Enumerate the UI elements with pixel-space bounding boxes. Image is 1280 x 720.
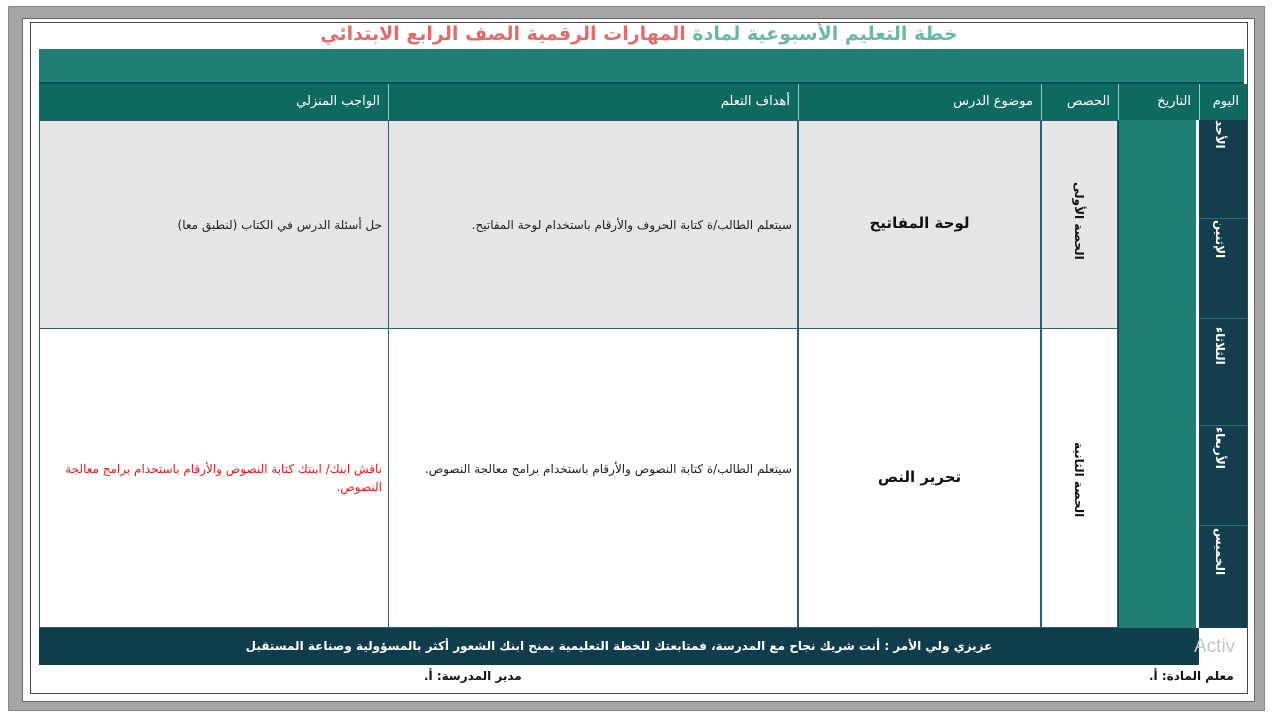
row1-objective: سيتعلم الطالب/ة كتابة الحروف والأرقام باستخدام لوحة المفاتيح.	[471, 218, 792, 232]
day-tuesday	[1199, 327, 1247, 426]
day-column	[1199, 120, 1247, 628]
day-label: الأحد	[1213, 120, 1227, 149]
header-date: التاريخ	[1118, 84, 1199, 120]
principal-signature: مدير المدرسة: أ.	[424, 669, 522, 683]
row1-homework: حل أسئلة الدرس في الكتاب (لنطبق معا)	[177, 218, 382, 232]
header-day: اليوم	[1199, 84, 1247, 120]
header-objectives: أهداف التعلم	[388, 84, 798, 120]
day-wednesday	[1199, 427, 1247, 526]
plan-grid	[39, 120, 1247, 628]
title-part-2: المهارات الرقمية الصف الرابع الابتدائي	[320, 23, 686, 45]
weekly-plan-page	[30, 22, 1248, 694]
row1-topic: لوحة المفاتيح	[869, 214, 970, 232]
day-label: الإثنين	[1213, 220, 1227, 259]
row2-objective: سيتعلم الطالب/ة كتابة النصوص والأرقام باستخدام برامج معالجة النصوص.	[424, 462, 792, 476]
row1-period: الحصة الأولى	[1072, 182, 1086, 260]
teacher-signature: معلم المادة: أ.	[1149, 669, 1234, 683]
activate-watermark: Activ	[1194, 636, 1236, 657]
row2-topic: تحرير النص	[877, 468, 962, 486]
parent-message-bar: عزيزي ولي الأمر : أنت شريك نجاح مع المدرسة، فمتابعتك للخطة التعليمية يمنح ابنك الشعور أكثر بالمسؤولية وصناعة المستقبل	[39, 628, 1199, 665]
header-homework: الواجب المنزلي	[296, 94, 380, 109]
row2-period: الحصة الثانية	[1072, 442, 1086, 518]
day-label: الخميس	[1213, 528, 1227, 576]
row2-homework: ناقش ابنك/ ابنتك كتابة النصوص والأرقام باستخدام برامج معالجة النصوص.	[65, 462, 382, 494]
page-title	[31, 23, 1247, 49]
day-thursday	[1199, 528, 1247, 627]
header-topic: موضوع الدرس	[798, 84, 1041, 120]
date-column	[1118, 120, 1196, 628]
table-header	[39, 84, 1247, 120]
title-part-1: خطة التعليم الأسبوعية لمادة	[685, 23, 958, 45]
day-label: الأربعاء	[1213, 427, 1227, 469]
header-periods: الحصص	[1041, 84, 1118, 120]
day-monday	[1199, 220, 1247, 319]
day-sunday	[1199, 120, 1247, 219]
row2-objective-cell	[388, 328, 798, 628]
day-label: الثلاثاء	[1213, 327, 1227, 365]
header-band	[39, 49, 1244, 84]
